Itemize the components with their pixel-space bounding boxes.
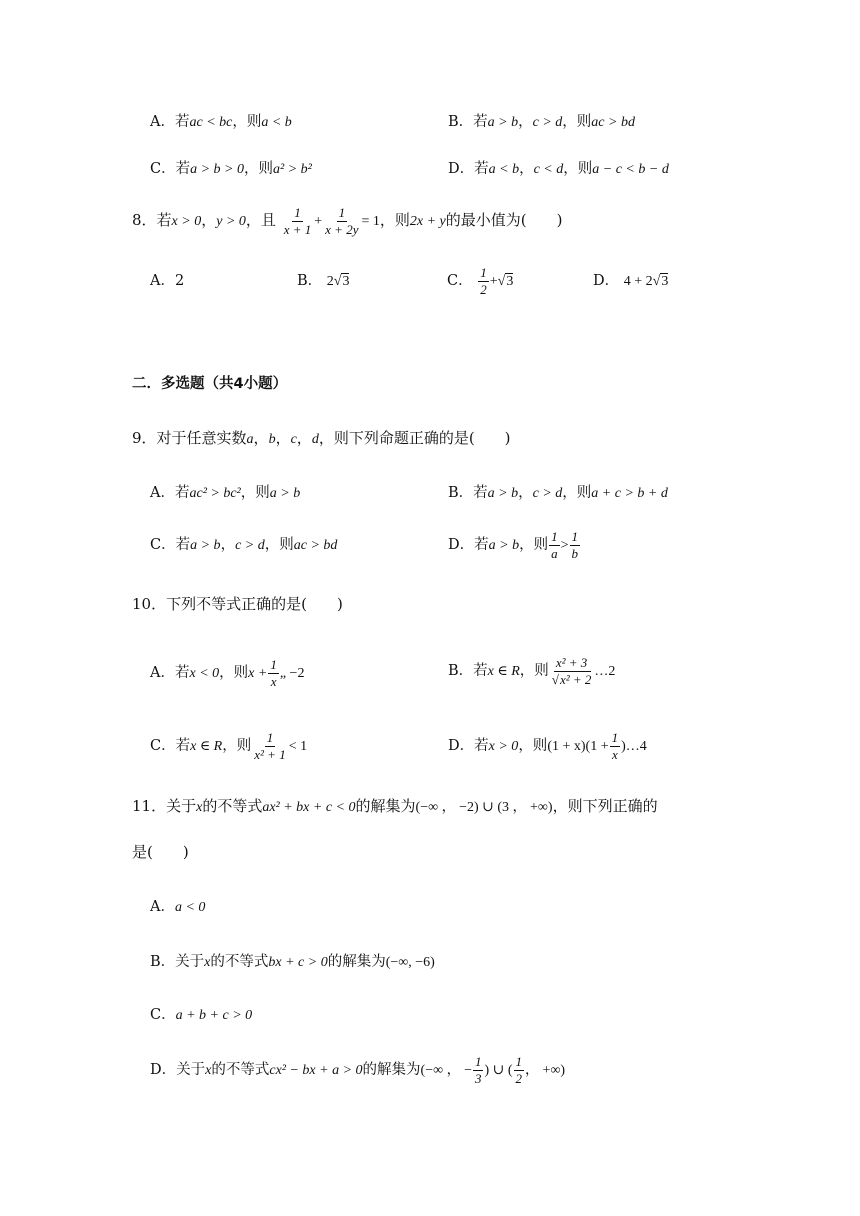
fraction: $\frac{1}{x}$ — [611, 730, 619, 762]
q9-option-b: B．若a > b，c > d，则a + c > b + d — [448, 485, 668, 501]
q11-stem-cont: 是( ) — [132, 843, 189, 861]
q7-option-c: C．若a > b > 0，则a² > b² — [150, 161, 312, 177]
q11-option-c: C．a + b + c > 0 — [150, 1007, 253, 1023]
q7-option-d: D．若a < b，c < d，则a − c < b − d — [448, 161, 669, 177]
fraction: $\frac{1}{2}$ — [480, 265, 487, 297]
fraction: $\frac{1}{a}$ — [551, 529, 558, 561]
q9-option-d: D．若a > b，则 $\frac{1}{a}$ > $\frac{1}{b}$ — [448, 529, 578, 561]
fraction: $\frac{1}{x + 2y}$ — [325, 205, 359, 237]
q10-stem: 10．下列不等式正确的是( ) — [132, 595, 343, 613]
q10-option-d: D．若x > 0，则(1 + x)(1 + $\frac{1}{x}$ )…4 — [448, 730, 647, 762]
fraction: $\frac{1}{\text{x² + 1}}$ — [254, 730, 286, 762]
q9-option-c: C．若a > b，c > d，则ac > bd — [150, 537, 338, 553]
q7-option-a: A．若ac < bc，则a < b — [150, 114, 292, 130]
q7-option-b: B．若a > b，c > d，则ac > bd — [448, 114, 635, 130]
section-title: 二．多选题（共4小题） — [132, 376, 288, 392]
q10-option-a: A．若x < 0，则x + $\frac{1}{x}$ „ −2 — [150, 657, 305, 689]
q11-option-b: B．关于x的不等式bx + c > 0的解集为(−∞, −6) — [150, 954, 435, 970]
q10-option-c: C．若x ∈ R，则 $\frac{1}{\text{x² + 1}}$ < 1 — [150, 730, 308, 762]
q10-option-b: B．若x ∈ R，则 $\frac{\text{x² + 3}}{\text{√x² + 2}}$ …2 — [448, 655, 616, 687]
q8-stem: 8．若x > 0，y > 0，且 $\frac{1}{x + 1}$ + $\frac{1}{x + 2y}$ = 1，则2x + y的最小值为( ) — [132, 205, 563, 237]
q9-option-a: A．若ac² > bc²，则a > b — [150, 485, 301, 501]
q8-option-a: A．2 — [150, 273, 185, 289]
q11-option-a: A．a < 0 — [150, 899, 206, 915]
q9-stem: 9．对于任意实数a，b，c，d，则下列命题正确的是( ) — [132, 429, 511, 447]
fraction: $\frac{\text{x² + 3}}{\text{√x² + 2}}$ — [551, 655, 592, 687]
fraction: $\frac{1}{2}$ — [515, 1054, 523, 1086]
fraction: $\frac{1}{x + 1}$ — [283, 205, 312, 237]
q11-option-d: D．关于x的不等式cx² − bx + a > 0的解集为(−∞ ， − $\frac{1}{3}$ ) ∪ ( $\frac{1}{2}$ ， +∞) — [150, 1054, 566, 1086]
fraction: $\frac{1}{x}$ — [270, 657, 277, 689]
fraction: $\frac{1}{3}$ — [474, 1054, 482, 1086]
q11-stem: 11．关于x的不等式ax² + bx + c < 0的解集为(−∞ ， −2) ∪ (3 ， +∞)，则下列正确的 — [132, 797, 658, 815]
q8-option-d: D． 4 + 2√3 — [593, 273, 669, 289]
fraction: $\frac{1}{b}$ — [571, 529, 578, 561]
q8-option-c: C． $\frac{1}{2}$ +√3 — [447, 265, 514, 297]
q8-option-b: B． 2√3 — [297, 273, 350, 289]
